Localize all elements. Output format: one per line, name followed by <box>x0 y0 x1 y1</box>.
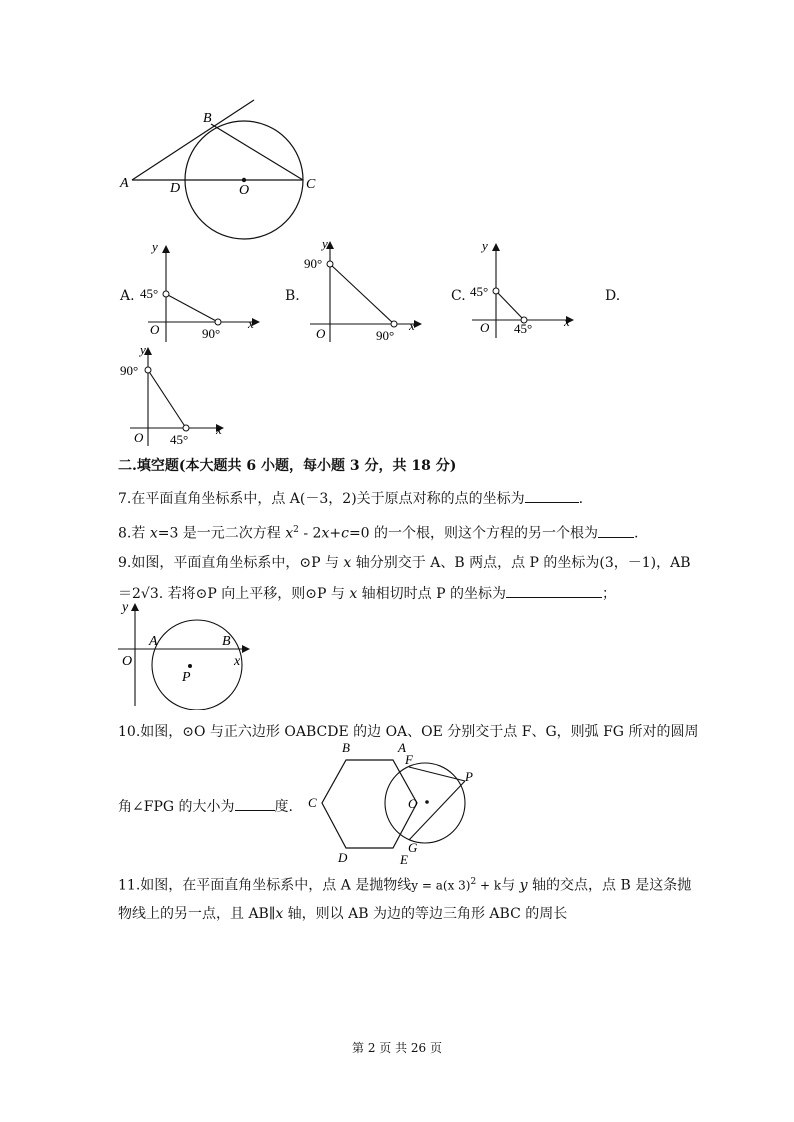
question-10-line-1: 10.如图，⊙O 与正六边形 OABCDE 的边 OA、OE 分别交于点 F、G，则弧 FG 所对的圆周 <box>118 724 699 740</box>
svg-text:O: O <box>134 430 144 445</box>
svg-text:y: y <box>140 342 146 357</box>
answer-blank-9[interactable] <box>506 583 602 598</box>
svg-text:90°: 90° <box>376 328 395 343</box>
svg-text:O: O <box>408 796 418 811</box>
question-11-line-2: 物线上的另一点，且 AB∥x 轴，则以 AB 为边的等边三角形 ABC 的周长 <box>118 906 568 922</box>
svg-text:x: x <box>216 422 222 437</box>
answer-blank-10[interactable] <box>235 796 275 811</box>
svg-text:45°: 45° <box>514 321 533 336</box>
svg-text:P: P <box>465 769 473 784</box>
svg-text:90°: 90° <box>202 326 221 341</box>
question-9-figure <box>116 600 256 710</box>
svg-text:90°: 90° <box>120 363 139 378</box>
chord-bc <box>211 124 303 180</box>
label-d: D <box>170 181 181 196</box>
tangent-circle-figure <box>110 95 320 250</box>
svg-text:F: F <box>405 752 413 767</box>
page-footer: 第 2 页 共 26 页 <box>352 1041 442 1055</box>
tangent-line <box>132 100 254 180</box>
svg-text:O: O <box>150 322 160 337</box>
svg-text:y: y <box>152 242 158 254</box>
option-a-letter: A. <box>120 288 135 304</box>
svg-text:x: x <box>248 316 254 331</box>
label-a: A <box>120 176 129 191</box>
answer-blank-7[interactable] <box>525 488 579 503</box>
section-2-title: 二.填空题(本大题共 6 小题，每小题 3 分，共 18 分) <box>118 458 457 474</box>
svg-text:45°: 45° <box>140 286 159 301</box>
answer-blank-8[interactable] <box>598 523 634 538</box>
question-7: 7.在平面直角坐标系中，点 A(－3，2)关于原点对称的点的坐标为 . <box>118 488 583 509</box>
svg-text:y: y <box>482 240 488 253</box>
option-c-graph <box>468 240 578 340</box>
svg-text:A: A <box>398 740 406 755</box>
svg-text:x: x <box>564 314 570 329</box>
svg-text:O: O <box>480 320 490 335</box>
option-d-letter: D. <box>605 288 621 304</box>
svg-text:B: B <box>342 740 350 755</box>
label-o: O <box>239 183 250 198</box>
center-dot <box>242 178 246 182</box>
label-c: C <box>306 177 316 192</box>
svg-text:x: x <box>409 318 415 333</box>
option-d-graph <box>118 342 228 450</box>
circle-o <box>385 763 465 843</box>
svg-text:y: y <box>122 600 129 615</box>
question-10-line-2: 角∠FPG 的大小为 度. <box>118 796 293 817</box>
svg-text:C: C <box>308 795 317 810</box>
svg-text:P: P <box>182 670 191 685</box>
question-9-line-2: ＝2√3. 若将⊙P 向上平移，则⊙P 与 x 轴相切时点 P 的坐标为 ； <box>118 583 616 604</box>
svg-text:A: A <box>149 634 158 649</box>
question-9-line-1: 9.如图，平面直角坐标系中，⊙P 与 x 轴分别交于 A、B 两点，点 P 的坐标为(3，－1)，AB <box>118 555 691 571</box>
question-10-figure <box>300 738 485 866</box>
svg-text:D: D <box>338 850 348 865</box>
svg-text:G: G <box>408 840 418 855</box>
svg-text:45°: 45° <box>470 284 489 299</box>
option-b-graph <box>302 238 427 346</box>
svg-text:y: y <box>322 238 328 251</box>
svg-text:90°: 90° <box>304 256 323 271</box>
question-8: 8.若 x=3 是一元二次方程 $x^2 - 2x+c=0$ 的一个根，则这个方程的另一个根为 . <box>118 520 638 544</box>
svg-text:45°: 45° <box>170 432 189 447</box>
hexagon <box>322 760 417 848</box>
option-c-letter: C. <box>451 288 466 304</box>
svg-text:x: x <box>234 654 241 669</box>
svg-text:O: O <box>122 654 133 669</box>
option-a-graph <box>138 242 263 347</box>
question-11-line-1: 11.如图，在平面直角坐标系中，点 A 是抛物线y = a(x 3)$^2$ + k与 y 轴的交点，点 B 是这条抛 <box>118 877 692 894</box>
svg-text:B: B <box>222 634 231 649</box>
label-b: B <box>203 111 212 126</box>
svg-text:O: O <box>316 326 326 341</box>
svg-text:E: E <box>400 852 408 866</box>
option-b-letter: B. <box>285 288 300 304</box>
